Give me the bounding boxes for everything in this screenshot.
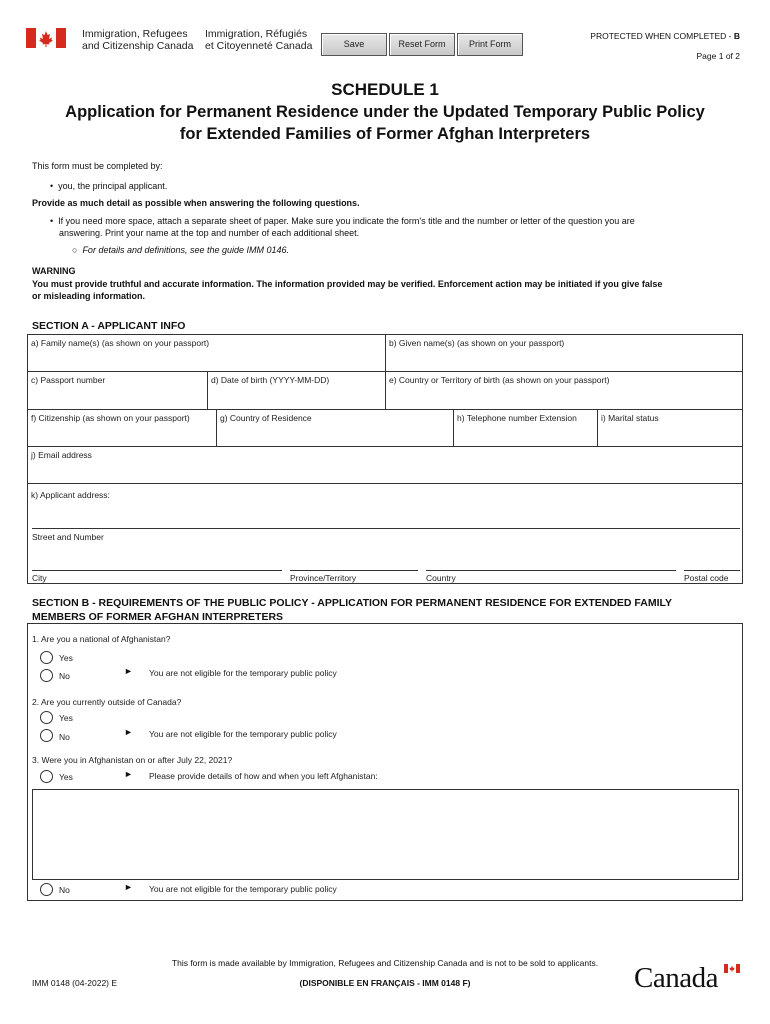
form-title-line1: Application for Permanent Residence under the Updated Temporary Public Policy [65,103,705,121]
q2-no-radio[interactable] [40,729,53,742]
address-label: k) Applicant address: [31,490,110,500]
detail-instruction: Provide as much detail as possible when answering the following questions. [32,198,360,208]
section-a-heading: SECTION A - APPLICANT INFO [32,320,186,332]
arrow-right-icon: ► [124,882,133,892]
arrow-right-icon: ► [124,666,133,676]
country-label: Country [426,573,456,583]
dept-en-line1: Immigration, Refugees [82,28,188,40]
q1-no-radio[interactable] [40,669,53,682]
section-b-heading [32,596,752,624]
question-1: 1. Are you a national of Afghanistan? [32,634,171,644]
department-name-en [82,28,194,52]
q3-details-textarea[interactable] [32,789,739,880]
warning-line1: You must provide truthful and accurate information. The information provided may be verified. Enforcement action may be initiated if you give false [32,279,663,289]
footer-notice: This form is made available by Immigration, Refugees and Citizenship Canada and is not to be sold to applicants. [171,958,599,968]
print-form-button[interactable]: Print Form [457,33,523,56]
wordmark-flag-icon [724,964,740,973]
warning-line2: or misleading information [32,291,143,301]
q1-not-eligible: You are not eligible for the temporary public policy [149,668,337,678]
q3-yes-radio[interactable] [40,770,53,783]
date-of-birth-label: d) Date of birth (YYYY-MM-DD) [211,375,330,385]
q2-yes-label: Yes [59,713,73,723]
dept-en-line2: and Citizenship Canada [82,40,194,52]
bullet-more-space: • If you need more space, attach a separate sheet of paper. Make sure you indicate the form's title and the number or letter of the question you are answering. Print your name at the top and number of each additional sheet. [50,216,750,238]
marital-status-field[interactable] [597,409,743,447]
postal-line[interactable] [684,570,740,571]
given-name-field[interactable] [385,334,743,372]
warning-text: You must provide truthful and accurate information. The information provided may be verified. Enforcement action may be initiated if you give false or misleading information. [32,278,748,302]
protected-level: B [733,31,740,41]
street-label: Street and Number [32,532,104,542]
section-b-heading-line1: SECTION B - REQUIREMENTS OF THE PUBLIC POLICY - APPLICATION FOR PERMANENT RESIDENCE FOR EXTENDED FAMILY [32,597,672,609]
form-title [0,101,770,145]
q2-yes-radio[interactable] [40,711,53,724]
sub-bullet-text: For details and definitions, see the guide IMM 0146. [82,245,290,255]
arrow-right-icon: ► [124,727,133,737]
q2-not-eligible: You are not eligible for the temporary public policy [149,729,337,739]
bullet-principal-applicant: • you, the principal applicant. [50,181,168,191]
passport-number-field[interactable] [27,371,208,410]
province-line[interactable] [290,570,418,571]
bullet1-text: you, the principal applicant. [58,181,168,191]
section-b-container [27,623,743,901]
sub-bullet-guide: ○ For details and definitions, see the guide IMM 0146. [72,245,290,255]
marital-status-label: i) Marital status [601,413,659,423]
canada-flag-logo [26,28,66,53]
q1-yes-label: Yes [59,653,73,663]
country-of-birth-field[interactable] [385,371,743,410]
country-of-residence-field[interactable] [216,409,454,447]
q3-not-eligible: You are not eligible for the temporary public policy [149,884,337,894]
form-title-line2: for Extended Families of Former Afghan Interpreters [179,125,591,143]
country-of-residence-label: g) Country of Residence [220,413,312,423]
given-name-label: b) Given name(s) (as shown on your passport) [389,338,565,348]
french-availability: (DISPONIBLE EN FRANÇAIS - IMM 0148 F) [299,978,471,988]
country-of-birth-label: e) Country or Territory of birth (as shown on your passport) [389,375,610,385]
q3-details-prompt: Please provide details of how and when you left Afghanistan: [149,771,378,781]
bullet2-line1: If you need more space, attach a separate sheet of paper. Make sure you indicate the form's title and the number or letter of the question you are [58,216,635,226]
family-name-field[interactable] [27,334,386,372]
email-field[interactable] [27,446,743,484]
canada-wordmark [634,962,718,995]
schedule-title: SCHEDULE 1 [331,80,439,99]
canada-wordmark-text: Canada [634,962,718,994]
save-button[interactable]: Save [321,33,387,56]
country-line[interactable] [426,570,676,571]
q2-no-label: No [59,732,70,742]
dept-fr-line2: et Citoyenneté Canada [205,40,313,52]
bullet2-line2: answering. Print your name at the top and number of each additional sheet. [59,228,360,238]
q3-no-label: No [59,885,70,895]
citizenship-field[interactable] [27,409,217,447]
citizenship-label: f) Citizenship (as shown on your passport) [31,413,190,423]
passport-number-label: c) Passport number [31,375,106,385]
telephone-label: h) Telephone number Extension [457,413,577,423]
province-label: Province/Territory [290,573,357,583]
page-number: Page 1 of 2 [696,51,740,61]
protected-prefix: PROTECTED WHEN COMPLETED - [590,31,734,41]
reset-form-button[interactable]: Reset Form [389,33,455,56]
form-id: IMM 0148 (04-2022) E [32,978,118,988]
question-2: 2. Are you currently outside of Canada? [32,697,182,707]
applicant-address-block [27,483,743,584]
date-of-birth-field[interactable] [207,371,386,410]
department-name-fr [205,28,312,52]
section-b-heading-line2: MEMBERS OF FORMER AFGHAN INTERPRETERS [32,611,284,623]
arrow-right-icon: ► [124,769,133,779]
city-line[interactable] [32,570,282,571]
q3-no-radio[interactable] [40,883,53,896]
protected-notice [590,31,740,41]
postal-code-label: Postal code [684,573,729,583]
question-3: 3. Were you in Afghanistan on or after July 22, 2021? [32,755,233,765]
q3-yes-label: Yes [59,772,73,782]
q1-no-label: No [59,671,70,681]
completed-by-text: This form must be completed by: [32,161,163,171]
family-name-label: a) Family name(s) (as shown on your passport) [31,338,210,348]
email-label: j) Email address [31,450,92,460]
warning-title: WARNING [32,266,76,276]
city-label: City [32,573,47,583]
telephone-field[interactable] [453,409,598,447]
dept-fr-line1: Immigration, Réfugiés [205,28,308,40]
q1-yes-radio[interactable] [40,651,53,664]
street-line[interactable] [32,528,740,529]
